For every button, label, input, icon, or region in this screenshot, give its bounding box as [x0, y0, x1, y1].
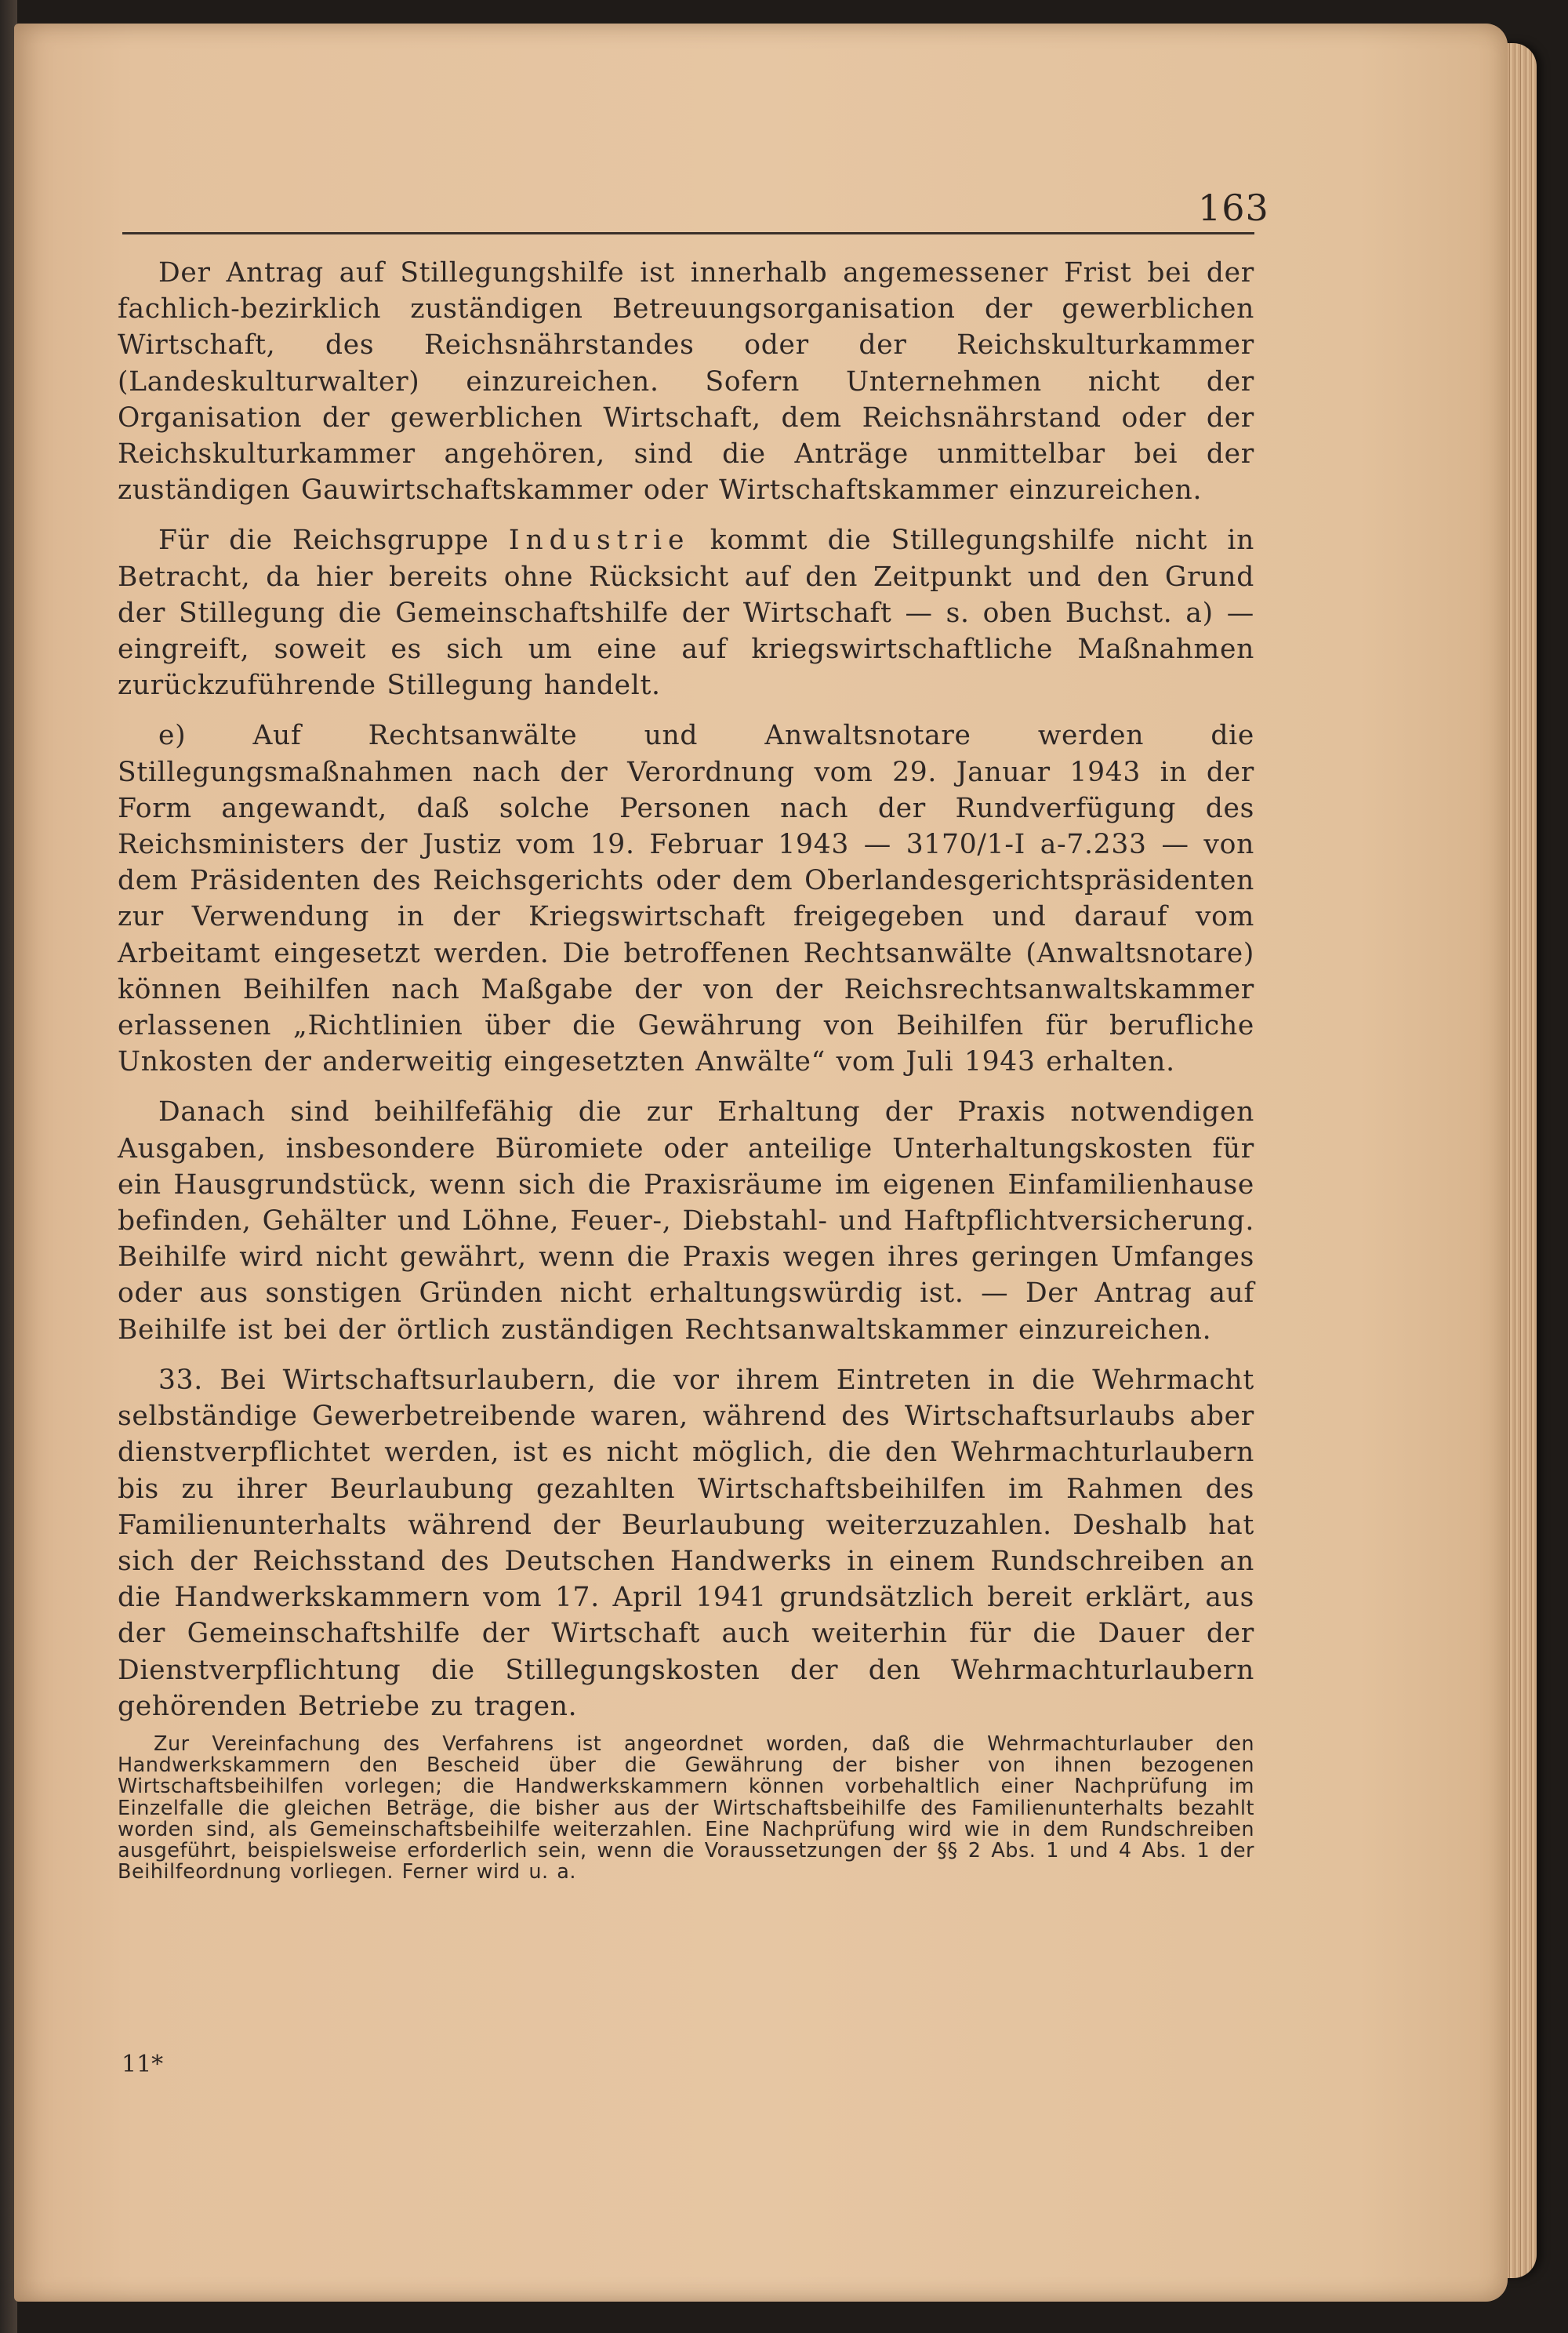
footnote: Zur Vereinfachung des Verfahrens ist angeordnet worden, daß die Wehrmachturlauber den Handwerkskammern den Bescheid über die Gewährung der bisher von ihnen bezogenen Wirtschaftsbeihilfen vorlegen; die Handwerkskammern können vorbehaltlich einer Nachprüfung im Einzelfalle die gleichen Beträge, die bisher aus der Wirtschaftsbeihilfe des Familienunterhalts bezahlt worden sind, als Gemeinschaftsbeihilfe weiterzahlen. Eine Nachprüfung wird wie in dem Rundschreiben ausgeführt, beispielsweise erforderlich sein, wenn die Voraussetzungen der §§ 2 Abs. 1 und 4 Abs. 1 der Beihilfeordnung vorliegen. Ferner wird u. a. — [118, 1732, 1254, 1884]
paragraph-beihilfefaehig: Danach sind beihilfefähig die zur Erhaltung der Praxis notwendigen Ausgaben, insbesondere Büromiete oder anteilige Unterhaltungskosten für ein Hausgrundstück, wenn sich die Praxisräume im eigenen Einfamilienhause befinden, Gehälter und Löhne, Feuer-, Diebstahl- und Haftpflichtversicherung. Beihilfe wird nicht gewährt, wenn die Praxis wegen ihres geringen Umfanges oder aus sonstigen Gründen nicht erhaltungswürdig ist. — Der Antrag auf Beihilfe ist bei der örtlich zuständigen Rechtsanwaltskammer einzureichen. — [118, 1096, 1254, 1346]
header-rule — [122, 232, 1254, 234]
industrie-after: kommt die Stillegungshilfe nicht in Betracht, da hier bereits ohne Rücksicht auf den Zeitpunkt und den Grund der Stillegung die Gemeinschaftshilfe der Wirtschaft — s. oben Buchst. a) — eingreift, soweit es sich um eine auf kriegswirtschaftliche Maßnahmen zurückzuführende Stillegung handelt. — [118, 525, 1254, 702]
paragraph-industrie — [118, 522, 1254, 703]
body-text — [118, 255, 1254, 1883]
paragraph-antrag: Der Antrag auf Stillegungshilfe ist innerhalb angemessener Frist bei der fachlich-bezirklich zuständigen Betreuungsorganisation der gewerblichen Wirtschaft, des Reichsnährstandes oder der Reichskulturkammer (Landeskulturwalter) einzureichen. Sofern Unternehmen nicht der Organisation der gewerblichen Wirtschaft, dem Reichsnährstand oder der Reichskulturkammer angehören, sind die Anträge unmittelbar bei der zuständigen Gauwirtschaftskammer oder Wirtschaftskammer einzureichen. — [118, 257, 1254, 507]
page-number: 163 — [1198, 187, 1269, 229]
industrie-before: Für die Reichsgruppe — [158, 525, 509, 557]
paragraph-wirtschaftsurlauber: 33. Bei Wirtschaftsurlaubern, die vor ihrem Eintreten in die Wehrmacht selbständige Gewerbetreibende waren, während des Wirtschaftsurlaubs aber dienstverpflichtet werden, ist es nicht möglich, die den Wehrmachturlaubern bis zu ihrer Beurlaubung gezahlten Wirtschaftsbeihilfen im Rahmen des Familienunterhalts während der Beurlaubung weiterzuzahlen. Deshalb hat sich der Reichsstand des Deutschen Handwerks in einem Rundschreiben an die Handwerkskammern vom 17. April 1941 grundsätzlich bereit erklärt, aus der Gemeinschaftshilfe der Wirtschaft auch weiterhin für die Dauer der Dienstverpflichtung die Stillegungskosten der den Wehrmachturlaubern gehörenden Betriebe zu tragen. — [118, 1364, 1254, 1722]
industrie-spaced-word: Industrie — [508, 525, 691, 557]
printer-signature: 11* — [122, 2051, 164, 2078]
paragraph-rechtsanwaelte: e) Auf Rechtsanwälte und Anwaltsnotare werden die Stillegungsmaßnahmen nach der Verordnung vom 29. Januar 1943 in der Form angewandt, daß solche Personen nach der Rundverfügung des Reichsministers der Justiz vom 19. Februar 1943 — 3170/1-I a-7.233 — von dem Präsidenten des Reichsgerichts oder dem Oberlandesgerichtspräsidenten zur Verwendung in der Kriegswirtschaft freigegeben und darauf vom Arbeitamt eingesetzt werden. Die betroffenen Rechtsanwälte (Anwaltsnotare) können Beihilfen nach Maßgabe der von der Reichsrechtsanwaltskammer erlassenen „Richtlinien über die Gewährung von Beihilfen für berufliche Unkosten der anderweitig eingesetzten Anwälte“ vom Juli 1943 erhalten. — [118, 720, 1254, 1078]
